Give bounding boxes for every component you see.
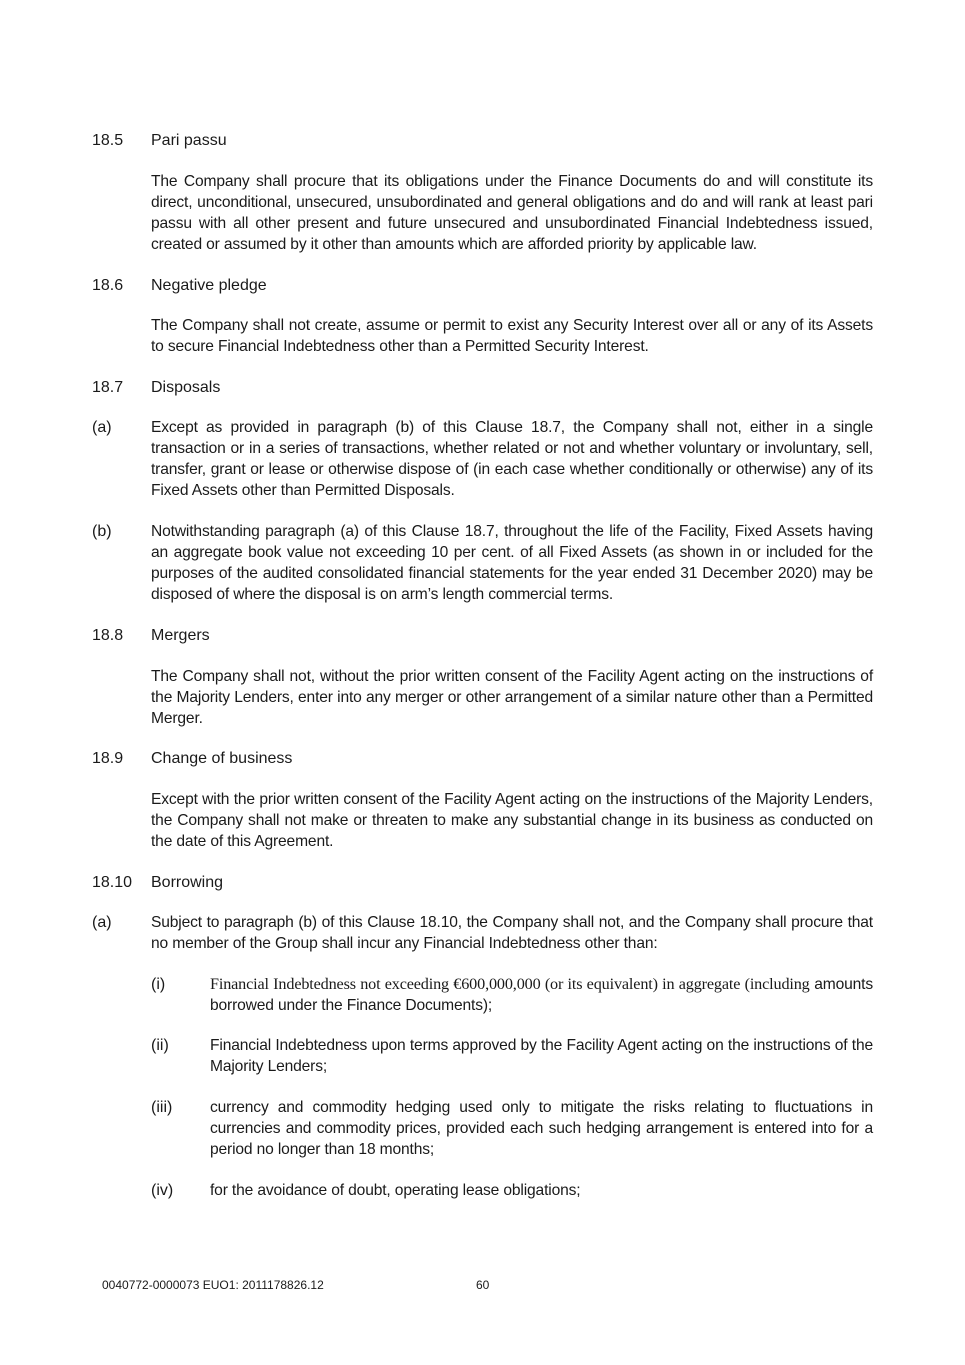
list-item-label: (i) bbox=[151, 976, 166, 993]
list-item-text: Financial Indebtedness upon terms approved by the Facility Agent acting on the instructions of the Majority Lenders; bbox=[210, 1037, 873, 1075]
list-item-label: (iv) bbox=[151, 1182, 174, 1199]
clause-heading: Mergers bbox=[151, 627, 210, 644]
list-item-text: amounts borrowed under the Finance Documents); bbox=[210, 976, 873, 1014]
clause-heading: Negative pledge bbox=[151, 277, 267, 294]
clause-number: 18.6 bbox=[92, 277, 124, 294]
list-item-text: for the avoidance of doubt, operating lease obligations; bbox=[210, 1182, 581, 1199]
page-number: 60 bbox=[476, 1278, 490, 1292]
clause-number: 18.5 bbox=[92, 132, 124, 149]
clause-paragraph: Except with the prior written consent of the Facility Agent acting on the instructions of the Majority Lenders, the Company shall not make or threaten to make any substantial change in its business as conducted on the date of this Agreement. bbox=[151, 791, 873, 850]
list-item-label: (iii) bbox=[151, 1099, 173, 1116]
clause-heading: Pari passu bbox=[151, 132, 227, 149]
list-item-label: (ii) bbox=[151, 1037, 169, 1054]
clause-number: 18.8 bbox=[92, 627, 124, 644]
clause-number: 18.10 bbox=[92, 874, 133, 891]
clause-paragraph: Notwithstanding paragraph (a) of this Clause 18.7, throughout the life of the Facility, Fixed Assets having an aggregate book value not exceeding 10 per cent. of all Fixed Assets (as shown in or included for the purposes of the audited consolidated financial statements for the year ended 31 December 2020) may be disposed of where the disposal is on arm’s length commercial terms. bbox=[151, 523, 873, 603]
list-item-text: Financial Indebtedness not exceeding €600,000,000 (or its equivalent) in aggregate (including bbox=[210, 975, 810, 993]
paragraph-label: (a) bbox=[92, 419, 112, 436]
document-reference: 0040772-0000073 EUO1: 2011178826.12 bbox=[102, 1278, 324, 1292]
list-item bbox=[210, 974, 873, 1016]
clause-number: 18.7 bbox=[92, 379, 124, 396]
paragraph-label: (b) bbox=[92, 523, 112, 540]
clause-paragraph: Subject to paragraph (b) of this Clause 18.10, the Company shall not, and the Company shall procure that no member of the Group shall incur any Financial Indebtedness other than: bbox=[151, 914, 873, 952]
clause-paragraph: Except as provided in paragraph (b) of this Clause 18.7, the Company shall not, either in a single transaction or in a series of transactions, whether related or not and whether voluntary or involuntary, sell, transfer, grant or lease or otherwise dispose of (in each case whether conditionally or otherwise) any of its Fixed Assets other than Permitted Disposals. bbox=[151, 419, 873, 499]
clause-number: 18.9 bbox=[92, 750, 124, 767]
clause-heading: Change of business bbox=[151, 750, 293, 767]
clause-paragraph: The Company shall not create, assume or permit to exist any Security Interest over all or any of its Assets to secure Financial Indebtedness other than a Permitted Security Interest. bbox=[151, 317, 873, 355]
clause-heading: Borrowing bbox=[151, 874, 224, 891]
clause-paragraph: The Company shall not, without the prior written consent of the Facility Agent acting on the instructions of the Majority Lenders, enter into any merger or other arrangement of a similar nature other than a Permitted Merger. bbox=[151, 668, 873, 727]
clause-paragraph: The Company shall procure that its obligations under the Finance Documents do and will constitute its direct, unconditional, unsecured, unsubordinated and general obligations and do and will rank at least pari passu with all other present and future unsecured and unsubordinated Financial Indebtedness issued, created or assumed by it other than amounts which are afforded priority by applicable law. bbox=[151, 173, 873, 253]
list-item-text: currency and commodity hedging used only to mitigate the risks relating to fluctuations in currencies and commodity prices, provided each such hedging arrangement is entered into for a period no longer than 18 months; bbox=[210, 1099, 873, 1158]
clause-heading: Disposals bbox=[151, 379, 221, 396]
paragraph-label: (a) bbox=[92, 914, 112, 931]
